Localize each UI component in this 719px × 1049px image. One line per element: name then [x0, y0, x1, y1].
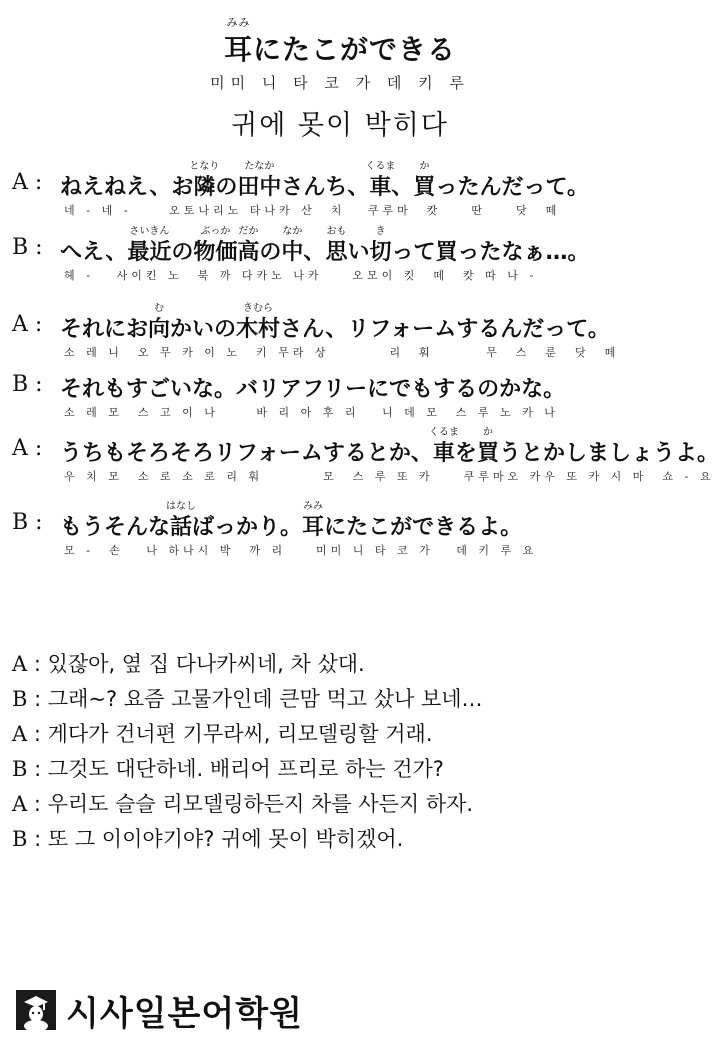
segment-text: ったんだって。: [435, 175, 589, 200]
japanese-sentence: [60, 427, 719, 467]
translation-line: [12, 788, 473, 818]
japanese-segment: [499, 436, 719, 467]
japanese-segment: [60, 312, 148, 343]
japanese-segment: [435, 170, 589, 201]
japanese-segment: [365, 161, 396, 201]
segment-text: 買: [413, 175, 436, 200]
translation-text: : 우리도 슬슬 리모델링하든지 차를 사든지 하자.: [27, 792, 474, 816]
japanese-sentence: [60, 226, 590, 266]
japanese-segment: [436, 235, 458, 266]
segment-text: それもすごいな。バリアフリーにでもするのかな。: [60, 377, 566, 402]
segment-text: 切: [369, 240, 392, 265]
translation-text: : 있잖아, 옆 집 다나카씨네, 차 샀대.: [27, 652, 365, 676]
title-kanji: [223, 16, 253, 68]
furigana: き: [375, 226, 386, 237]
title-japanese: [0, 16, 680, 68]
korean-pronunciation: 헤 - 사이킨 노 북 까 다카노 나카 오모이 킷 떼 캇 따 나 -: [64, 269, 538, 282]
japanese-segment: [170, 312, 236, 343]
korean-pronunciation: 우 치 모 소 로 소 로 리 훠 모 스 루 또 카 쿠루마오 카우 또 카 시 마 쇼 - 요: [64, 470, 715, 483]
segment-text: 耳: [302, 515, 325, 540]
segment-text: 隣: [193, 175, 216, 200]
academy-name: 시사일본어학원: [66, 993, 303, 1034]
segment-text: 高: [237, 240, 260, 265]
segment-text: 、: [303, 240, 326, 265]
title-korean: 귀에 못이 박히다: [231, 110, 449, 141]
translation-text: : 그것도 대단하네. 배리어 프리로 하는 건가?: [27, 757, 444, 781]
segment-text: うちもそろそろリフォームするとか、: [60, 441, 433, 466]
speaker-label: B :: [12, 235, 43, 260]
japanese-segment: [281, 170, 369, 201]
translation-speaker: A: [12, 722, 28, 746]
japanese-segment: [127, 226, 172, 266]
japanese-segment: [60, 235, 127, 266]
furigana: はなし: [166, 501, 197, 512]
japanese-segment: [303, 235, 325, 266]
japanese-segment: [236, 303, 281, 343]
speaker-label: B :: [12, 510, 43, 535]
japanese-segment: [60, 510, 170, 541]
translation-line: [12, 823, 403, 853]
segment-text: 物価: [193, 240, 238, 265]
japanese-segment: [281, 226, 304, 266]
japanese-segment: [324, 510, 522, 541]
japanese-segment: [189, 161, 220, 201]
japanese-segment: [302, 501, 325, 541]
translation-line: [12, 683, 483, 713]
japanese-segment: [166, 501, 197, 541]
translation-text: : 또 그 이이야기야? 귀에 못이 박히겠어.: [27, 827, 404, 851]
segment-text: って: [391, 240, 436, 265]
segment-text: ばっかり。: [192, 515, 303, 540]
segment-text: かいの: [170, 317, 237, 342]
furigana: くるま: [365, 161, 396, 172]
segment-text: 話: [170, 515, 193, 540]
japanese-segment: [347, 235, 369, 266]
japanese-segment: [237, 226, 260, 266]
korean-pronunciation: 소 레 모 스 고 이 나 바 리 아 후 리 니 데 모 스 루 노 카 나: [64, 406, 559, 419]
furigana: だか: [238, 226, 259, 237]
title-kana-rest: にたこができる: [253, 33, 457, 66]
graduation-cap-portrait-icon: [16, 990, 56, 1030]
korean-pronunciation: 네 - 네 - 오토나리노 타나카 산 치 쿠루마 캇 딴 닷 떼: [64, 204, 561, 217]
segment-text: の: [259, 240, 282, 265]
academy-logo: [16, 988, 303, 1032]
speaker-label: B :: [12, 372, 43, 397]
japanese-segment: [193, 226, 238, 266]
segment-text: うとかしましょうよ。: [498, 441, 719, 466]
title-ruby: みみ: [226, 16, 251, 29]
segment-text: 田中: [237, 175, 282, 200]
japanese-segment: [215, 170, 237, 201]
segment-text: い: [347, 240, 370, 265]
segment-text: 、: [391, 175, 414, 200]
japanese-segment: [280, 312, 610, 343]
japanese-segment: [259, 235, 281, 266]
segment-text: 中: [281, 240, 304, 265]
korean-pronunciation: 소 레 니 오 무 카 이 노 키 무라 상 리 훠 무 스 룬 닷 떼: [64, 346, 620, 359]
segment-text: もうそんな: [60, 515, 171, 540]
furigana: む: [154, 303, 165, 314]
japanese-segment: [60, 372, 565, 403]
translation-speaker: A: [12, 792, 28, 816]
furigana: みみ: [303, 501, 324, 512]
furigana: きむら: [243, 303, 274, 314]
furigana: おも: [326, 226, 347, 237]
japanese-sentence: [60, 161, 589, 201]
furigana: ぶっか: [200, 226, 231, 237]
speaker-label: A :: [12, 312, 43, 337]
furigana: たなか: [244, 161, 275, 172]
japanese-segment: [60, 436, 433, 467]
title-kanji-text: 耳: [223, 33, 253, 66]
japanese-segment: [413, 161, 436, 201]
furigana: なか: [282, 226, 303, 237]
speaker-label: A :: [12, 436, 43, 461]
segment-text: 木村: [236, 317, 281, 342]
segment-text: 最近: [127, 240, 172, 265]
furigana: となり: [189, 161, 220, 172]
title-pronunciation: 미미 니 타 코 가 데 키 루: [210, 74, 470, 92]
segment-text: 車: [432, 441, 455, 466]
speaker-label: A :: [12, 170, 43, 195]
furigana: くるま: [428, 427, 459, 438]
translation-speaker: B: [12, 757, 28, 781]
segment-text: 思: [325, 240, 348, 265]
japanese-segment: [455, 436, 477, 467]
japanese-segment: [148, 303, 171, 343]
translation-text: : 그래~? 요즘 고물가인데 큰맘 먹고 샀나 보네…: [27, 687, 483, 711]
japanese-segment: [237, 161, 282, 201]
japanese-segment: [60, 170, 193, 201]
translation-speaker: B: [12, 687, 28, 711]
japanese-segment: [458, 235, 590, 266]
segment-text: 買: [435, 240, 458, 265]
japanese-sentence: [60, 372, 565, 403]
segment-text: を: [454, 441, 477, 466]
japanese-segment: [391, 235, 435, 266]
japanese-segment: [171, 235, 193, 266]
segment-text: ねえねえ、お: [60, 175, 194, 200]
segment-text: の: [171, 240, 194, 265]
translation-line: [12, 718, 433, 748]
segment-text: の: [215, 175, 238, 200]
segment-text: ったなぁ…。: [457, 240, 590, 265]
japanese-sentence: [60, 501, 523, 541]
japanese-segment: [476, 427, 499, 467]
japanese-segment: [428, 427, 459, 467]
segment-text: さん、リフォームするんだって。: [280, 317, 610, 342]
segment-text: それにお: [60, 317, 149, 342]
furigana: さいきん: [129, 226, 170, 237]
segment-text: にたこができるよ。: [324, 515, 523, 540]
translation-line: [12, 753, 444, 783]
japanese-segment: [369, 226, 392, 266]
segment-text: へえ、: [60, 240, 128, 265]
japanese-segment: [192, 510, 302, 541]
segment-text: 買: [476, 441, 499, 466]
japanese-segment: [391, 170, 413, 201]
translation-text: : 게다가 건너편 기무라씨, 리모델링할 거래.: [27, 722, 433, 746]
translation-speaker: B: [12, 827, 28, 851]
translation-line: [12, 648, 365, 678]
japanese-sentence: [60, 303, 610, 343]
furigana: か: [419, 161, 430, 172]
segment-text: 車: [369, 175, 392, 200]
japanese-segment: [325, 226, 348, 266]
segment-text: 向: [148, 317, 171, 342]
korean-pronunciation: 모 - 손 나 하나시 박 까 리 미미 니 타 코 가 데 키 루 요: [64, 544, 538, 557]
segment-text: さんち、: [281, 175, 370, 200]
translation-speaker: A: [12, 652, 28, 676]
furigana: か: [482, 427, 493, 438]
